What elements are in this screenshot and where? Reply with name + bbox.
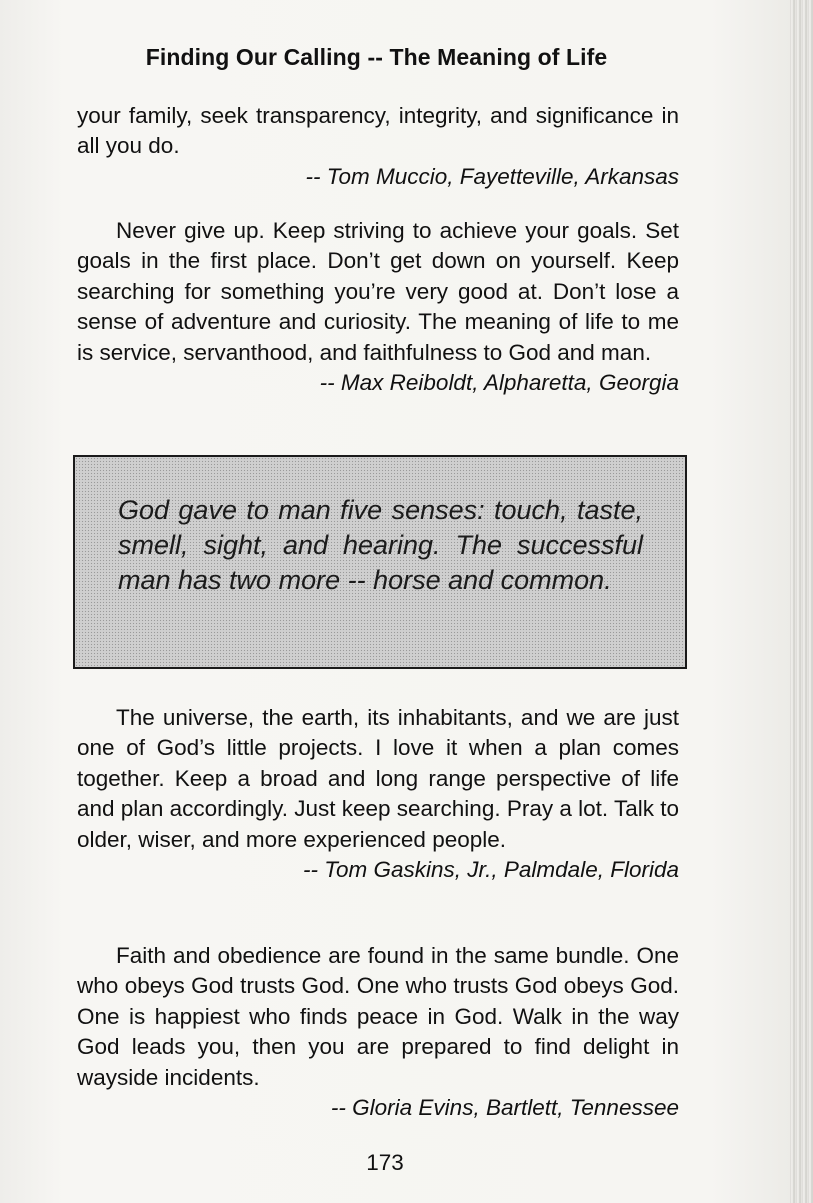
quote-text: God gave to man five senses: touch, taste, smell, sight, and hearing. The successful man has two more -- horse and common.	[118, 495, 643, 595]
entry-attribution: -- Max Reiboldt, Alpharetta, Georgia	[319, 370, 679, 396]
entry-2	[77, 216, 679, 398]
entry-attribution: -- Tom Gaskins, Jr., Palmdale, Florida	[303, 857, 679, 883]
entry-4	[77, 941, 679, 1123]
quote-box	[73, 455, 687, 669]
entry-text: Never give up. Keep striving to achieve your goals. Set goals in the first place. Don’t get down on yourself. Keep searching for something you’re very good at. Don’t lose a sense of adventure and curiosity. The meaning of life to me is service, servanthood, and faithfulness to God and man.	[77, 218, 679, 365]
entry-text: The universe, the earth, its inhabitants, and we are just one of God’s little projects. I love it when a plan comes together. Keep a broad and long range perspective of life and plan accordingly. Just keep searching. Pray a lot. Talk to older, wiser, and more experienced people.	[77, 705, 680, 852]
entry-attribution: -- Tom Muccio, Fayetteville, Arkansas	[305, 163, 679, 189]
entry-1	[77, 101, 679, 192]
page-title: Finding Our Calling -- The Meaning of Life	[145, 44, 608, 70]
book-spine-edge	[790, 0, 813, 1203]
entry-text: your family, seek transparency, integrity, and significance in all you do.	[77, 103, 679, 159]
entry-3	[77, 703, 679, 885]
entry-attribution: -- Gloria Evins, Bartlett, Tennessee	[330, 1095, 679, 1121]
page-number: 173	[366, 1150, 404, 1175]
entry-text: Faith and obedience are found in the same bundle. One who obeys God trusts God. One who trusts God obeys God. One is happiest who finds peace in God. Walk in the way God leads you, then you are prepared to find delight in wayside incidents.	[77, 943, 679, 1090]
